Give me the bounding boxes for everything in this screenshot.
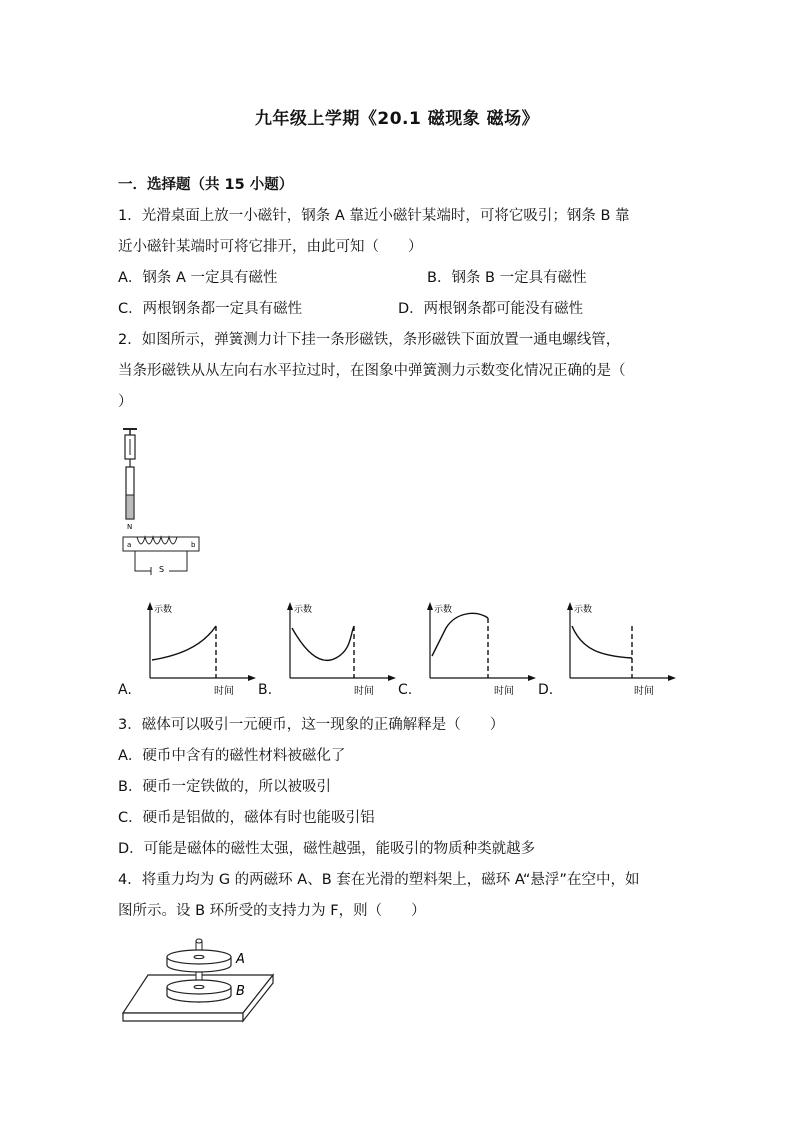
q2-stem-line3: ）	[118, 394, 133, 410]
q2-stem-line2: 当条形磁铁从从左向右水平拉过时，在图象中弹簧测力示数变化情况正确的是（	[118, 363, 626, 379]
q1-stem-line1: 1．光滑桌面上放一小磁针，钢条 A 靠近小磁针某端时，可将它吸引；钢条 B 靠	[118, 208, 630, 224]
graph-option-letter: A.	[118, 682, 132, 698]
graph-option-d	[538, 598, 678, 703]
y-axis-arrow	[287, 602, 293, 610]
graph-y-label: 示数	[154, 605, 173, 615]
q1-option-b: B．钢条 B 一定具有磁性	[427, 270, 587, 286]
magnet-pole-n: N	[127, 523, 133, 531]
graph-option-letter: D.	[538, 682, 554, 698]
q3-option-b: B．硬币一定铁做的，所以被吸引	[118, 779, 331, 795]
q4-stem-line2: 图所示。设 B 环所受的支持力为 F，则（ ）	[118, 903, 426, 919]
y-axis-arrow	[147, 602, 153, 610]
x-axis-arrow	[528, 675, 536, 681]
x-axis-arrow	[248, 675, 256, 681]
graph-curve	[152, 626, 216, 660]
graph-x-label: 时间	[354, 686, 374, 697]
graph-y-label: 示数	[294, 605, 313, 615]
x-axis-arrow	[388, 675, 396, 681]
graph-axes	[560, 598, 680, 698]
graph-curve	[292, 626, 354, 660]
q1-option-a: A．钢条 A 一定具有磁性	[118, 270, 278, 286]
q3-option-d: D．可能是磁体的磁性太强，磁性越强，能吸引的物质种类就越多	[118, 841, 536, 857]
graph-x-label: 时间	[634, 686, 654, 697]
graph-y-label: 示数	[574, 605, 593, 615]
q3-stem: 3．磁体可以吸引一元硬币，这一现象的正确解释是（ ）	[118, 717, 505, 733]
x-axis-arrow	[668, 675, 676, 681]
graph-curve	[572, 626, 632, 658]
q1-stem-line2: 近小磁针某端时可将它排开，由此可知（ ）	[118, 239, 423, 255]
graph-option-c	[398, 598, 538, 703]
graph-axes	[280, 598, 400, 698]
spring-solenoid-figure	[115, 425, 205, 575]
switch-label-s: S	[159, 565, 165, 574]
solenoid-end-b: b	[191, 541, 196, 549]
ring-label-a: A	[236, 952, 245, 967]
graph-axes	[140, 598, 260, 698]
graph-option-b	[258, 598, 398, 703]
graph-curve	[432, 613, 488, 656]
page-title: 九年级上学期《20.1 磁现象 磁场》	[254, 109, 540, 129]
y-axis-arrow	[567, 602, 573, 610]
section-heading: 一．选择题（共 15 小题）	[118, 177, 294, 193]
q1-option-c: C．两根钢条都一定具有磁性	[118, 301, 303, 317]
q2-stem-line1: 2．如图所示，弹簧测力计下挂一条形磁铁，条形磁铁下面放置一通电螺线管，	[118, 332, 621, 348]
ring-label-b: B	[236, 984, 245, 999]
graph-x-label: 时间	[494, 686, 514, 697]
graph-y-label: 示数	[434, 605, 453, 615]
magnetic-rings-figure	[118, 935, 278, 1030]
graph-option-letter: C.	[398, 682, 413, 698]
q1-option-d: D．两根钢条都可能没有磁性	[398, 301, 584, 317]
graph-option-a	[118, 598, 258, 703]
graph-option-letter: B.	[258, 682, 273, 698]
graph-x-label: 时间	[214, 686, 234, 697]
q3-option-a: A．硬币中含有的磁性材料被磁化了	[118, 748, 346, 764]
y-axis-arrow	[427, 602, 433, 610]
q4-stem-line1: 4．将重力均为 G 的两磁环 A、B 套在光滑的塑料架上，磁环 A“悬浮”在空中，如	[118, 872, 640, 888]
graph-axes	[420, 598, 540, 698]
q3-option-c: C．硬币是铝做的，磁体有时也能吸引铝	[118, 810, 375, 826]
solenoid-end-a: a	[127, 541, 132, 549]
